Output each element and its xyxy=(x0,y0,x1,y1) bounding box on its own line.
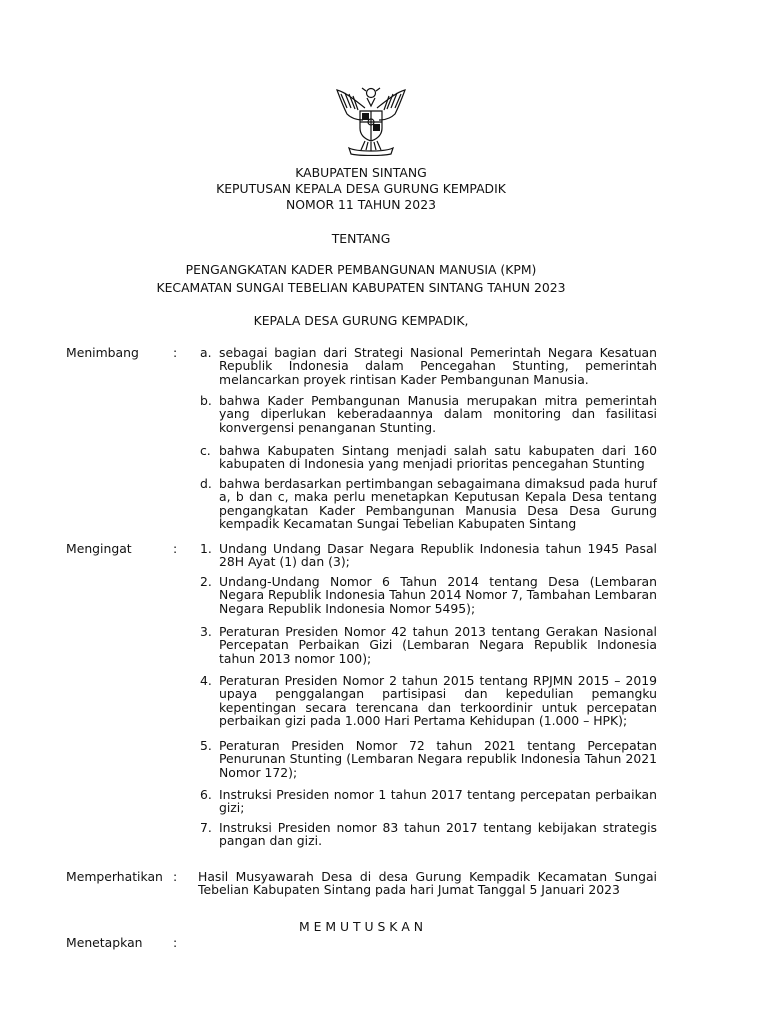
menimbang-label: Menimbang xyxy=(66,345,139,360)
item-text: sebagai bagian dari Strategi Nasional Pemerintah Negara Kesatuan Republik Indonesia dalam Pencegahan Stunting, pemerintah melancarkan proyek rintisan Kader Pembangunan Manusia. xyxy=(219,345,657,387)
menimbang-item xyxy=(200,444,657,471)
item-text: Peraturan Presiden Nomor 2 tahun 2015 tentang RPJMN 2015 – 2019 upaya penggalangan partisipasi dan kepedulian pemangku kepentingan secara terencana dan terkoordinir untuk percepatan perbaikan gizi pada 1.000 Hari Pertama Kehidupan (1.000 – HPK); xyxy=(219,673,657,729)
item-text: Undang-Undang Nomor 6 Tahun 2014 tentang Desa (Lembaran Negara Republik Indonesia Tahun 2014 Nomor 7, Tambahan Lembaran Negara Republik Indonesia Nomor 5495); xyxy=(219,574,657,616)
decree-subject-line-1: PENGANGKATAN KADER PEMBANGUNAN MANUSIA (KPM) xyxy=(185,262,537,277)
mengingat-colon: : xyxy=(173,541,178,556)
mengingat-item xyxy=(200,542,657,569)
menimbang-item xyxy=(200,394,657,434)
item-number: 2. xyxy=(200,574,212,589)
issuing-official: KEPALA DESA GURUNG KEMPADIK, xyxy=(253,313,469,328)
item-text: Peraturan Presiden Nomor 72 tahun 2021 tentang Percepatan Penurunan Stunting (Lembaran Negara republik Indonesia Tahun 2021 Nomor 172); xyxy=(219,738,657,780)
menimbang-item xyxy=(200,477,657,531)
memperhatikan-text: Hasil Musyawarah Desa di desa Gurung Kempadik Kecamatan Sungai Tebelian Kabupaten Sintang pada hari Jumat Tanggal 5 Januari 2023 xyxy=(198,869,657,898)
item-number: 1. xyxy=(200,541,212,556)
item-text: Instruksi Presiden nomor 1 tahun 2017 tentang percepatan perbaikan gizi; xyxy=(219,787,657,816)
decree-subject-line-2: KECAMATAN SUNGAI TEBELIAN KABUPATEN SINTANG TAHUN 2023 xyxy=(156,280,566,295)
mengingat-item xyxy=(200,625,657,665)
mengingat-item xyxy=(200,674,657,728)
regency-name: KABUPATEN SINTANG xyxy=(295,165,427,180)
memutuskan-heading: M E M U T U S K A N xyxy=(298,919,424,934)
item-number: 5. xyxy=(200,738,212,753)
garuda-pancasila-emblem-icon xyxy=(333,84,409,156)
item-number: a. xyxy=(200,345,212,360)
mengingat-label: Mengingat xyxy=(66,541,132,556)
item-number: 4. xyxy=(200,673,212,688)
menimbang-colon: : xyxy=(173,345,178,360)
item-text: bahwa Kabupaten Sintang menjadi salah satu kabupaten dari 160 kabupaten di Indonesia yang menjadi prioritas pencegahan Stunting xyxy=(219,443,657,472)
item-number: b. xyxy=(200,393,212,408)
item-number: 6. xyxy=(200,787,212,802)
menetapkan-colon: : xyxy=(173,935,178,950)
memperhatikan-colon: : xyxy=(173,869,178,884)
mengingat-item xyxy=(200,739,657,779)
memperhatikan-label: Memperhatikan xyxy=(66,869,163,884)
item-text: Instruksi Presiden nomor 83 tahun 2017 tentang kebijakan strategis pangan dan gizi. xyxy=(219,820,657,849)
decree-title: KEPUTUSAN KEPALA DESA GURUNG KEMPADIK xyxy=(216,181,506,196)
item-number: 3. xyxy=(200,624,212,639)
mengingat-item xyxy=(200,821,657,848)
mengingat-item xyxy=(200,575,657,615)
item-text: Peraturan Presiden Nomor 42 tahun 2013 tentang Gerakan Nasional Percepatan Perbaikan Gizi (Lembaran Negara Republik Indonesia tahun 2013 nomor 100); xyxy=(219,624,657,666)
item-text: Undang Undang Dasar Negara Republik Indonesia tahun 1945 Pasal 28H Ayat (1) dan (3); xyxy=(219,541,657,570)
tentang-heading: TENTANG xyxy=(331,231,391,246)
item-text: bahwa berdasarkan pertimbangan sebagaimana dimaksud pada huruf a, b dan c, maka perlu menetapkan Keputusan Kepala Desa tentang pengangkatan Kader Pembangunan Manusia Desa Desa Gurung kempadik Kecamatan Sungai Tebelian Kabupaten Sintang xyxy=(219,476,657,532)
decree-number: NOMOR 11 TAHUN 2023 xyxy=(286,197,436,212)
item-number: d. xyxy=(200,476,212,491)
item-number: 7. xyxy=(200,820,212,835)
menimbang-item xyxy=(200,346,657,386)
item-number: c. xyxy=(200,443,211,458)
item-text: bahwa Kader Pembangunan Manusia merupakan mitra pemerintah yang diperlukan keberadaannya dalam monitoring dan fasilitasi konvergensi penanganan Stunting. xyxy=(219,393,657,435)
mengingat-item xyxy=(200,788,657,815)
menetapkan-label: Menetapkan xyxy=(66,935,143,950)
